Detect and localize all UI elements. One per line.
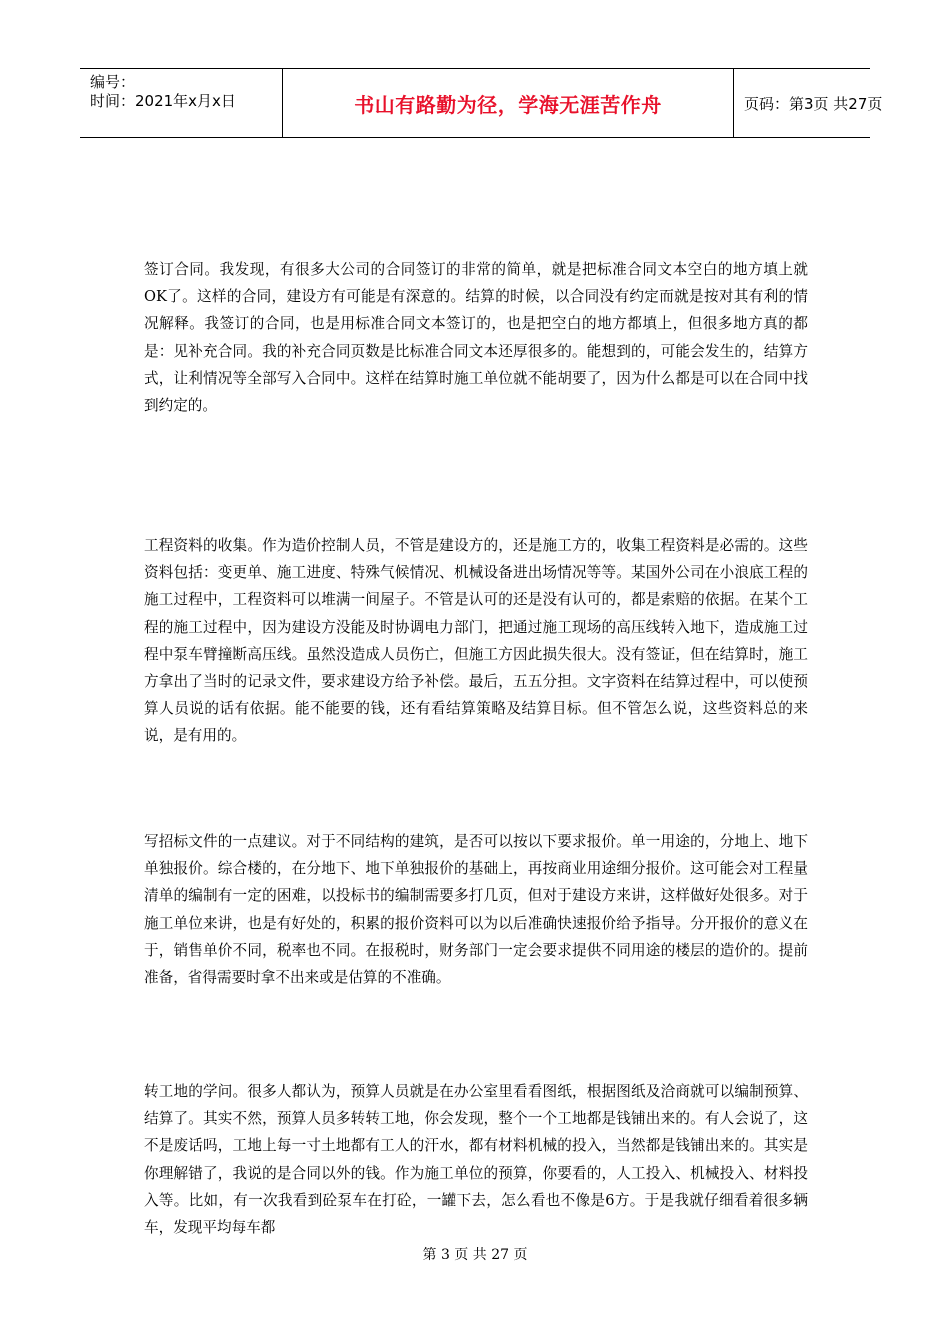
paragraph-site-visits: 转工地的学问。很多人都认为，预算人员就是在办公室里看看图纸，根据图纸及洽商就可以编制预算、结算了。其实不然，预算人员多转转工地，你会发现，整个一个工地都是钱铺出来的。有人会说了，这不是废话吗，工地上每一寸土地都有工人的汗水，都有材料机械的投入，当然都是钱铺出来的。其实是你理解错了，我说的是合同以外的钱。作为施工单位的预算，你要看的，人工投入、机械投入、材料投入等。比如，有一次我看到砼泵车在打砼，一罐下去，怎么看也不像是6方。于是我就仔细看着很多辆车，发现平均每车都 — [144, 1083, 808, 1237]
paragraph-tender-advice: 写招标文件的一点建议。对于不同结构的建筑，是否可以按以下要求报价。单一用途的，分地上、地下单独报价。综合楼的，在分地下、地下单独报价的基础上，再按商业用途细分报价。这可能会对工程量清单的编制有一定的困难，以投标书的编制需要多打几页，但对于建设方来讲，这样做好处很多。对于施工单位来讲，也是有好处的，积累的报价资料可以为以后准确快速报价给予指导。分开报价的意义在于，销售单价不同，税率也不同。在报税时，财务部门一定会要求提供不同用途的楼层的造价的。提前准备，省得需要时拿不出来或是估算的不准确。 — [144, 833, 808, 987]
paragraph-contract: 签订合同。我发现，有很多大公司的合同签订的非常的简单，就是把标准合同文本空白的地方填上就OK了。这样的合同，建设方有可能是有深意的。结算的时候，以合同没有约定而就是按对其有利的情况解释。我签订的合同，也是用标准合同文本签订的，也是把空白的地方都填上，但很多地方真的都是：见补充合同。我的补充合同页数是比标准合同文本还厚很多的。能想到的，可能会发生的，结算方式，让利情况等全部写入合同中。这样在结算时施工单位就不能胡要了，因为什么都是可以在合同中找到约定的。 — [144, 261, 808, 415]
document-header — [80, 68, 883, 138]
header-page-info: 页码：第3页 共27页 — [744, 94, 883, 113]
paragraph-data-collection: 工程资料的收集。作为造价控制人员，不管是建设方的，还是施工方的，收集工程资料是必需的。这些资料包括：变更单、施工进度、特殊气候情况、机械设备进出场情况等等。某国外公司在小浪底工程的施工过程中，工程资料可以堆满一间屋子。不管是认可的还是没有认可的，都是索赔的依据。在某个工程的施工过程中，因为建设方没能及时协调电力部门，把通过施工现场的高压线转入地下，造成施工过程中泵车臂撞断高压线。虽然没造成人员伤亡，但施工方因此损失很大。没有签证，但在结算时，施工方拿出了当时的记录文件，要求建设方给予补偿。最后，五五分担。文字资料在结算过程中，可以使预算人员说的话有依据。能不能要的钱，还有看结算策略及结算目标。但不管怎么说，这些资料总的来说，是有用的。 — [144, 537, 808, 745]
header-meta — [80, 69, 282, 137]
header-motto: 书山有路勤为径，学海无涯苦作舟 — [354, 92, 662, 117]
header-date-label: 时间：2021年x月x日 — [90, 92, 236, 110]
page-footer: 第 3 页 共 27 页 — [422, 1247, 528, 1263]
header-number-label: 编号： — [90, 73, 136, 91]
header-motto-cell — [282, 69, 734, 137]
